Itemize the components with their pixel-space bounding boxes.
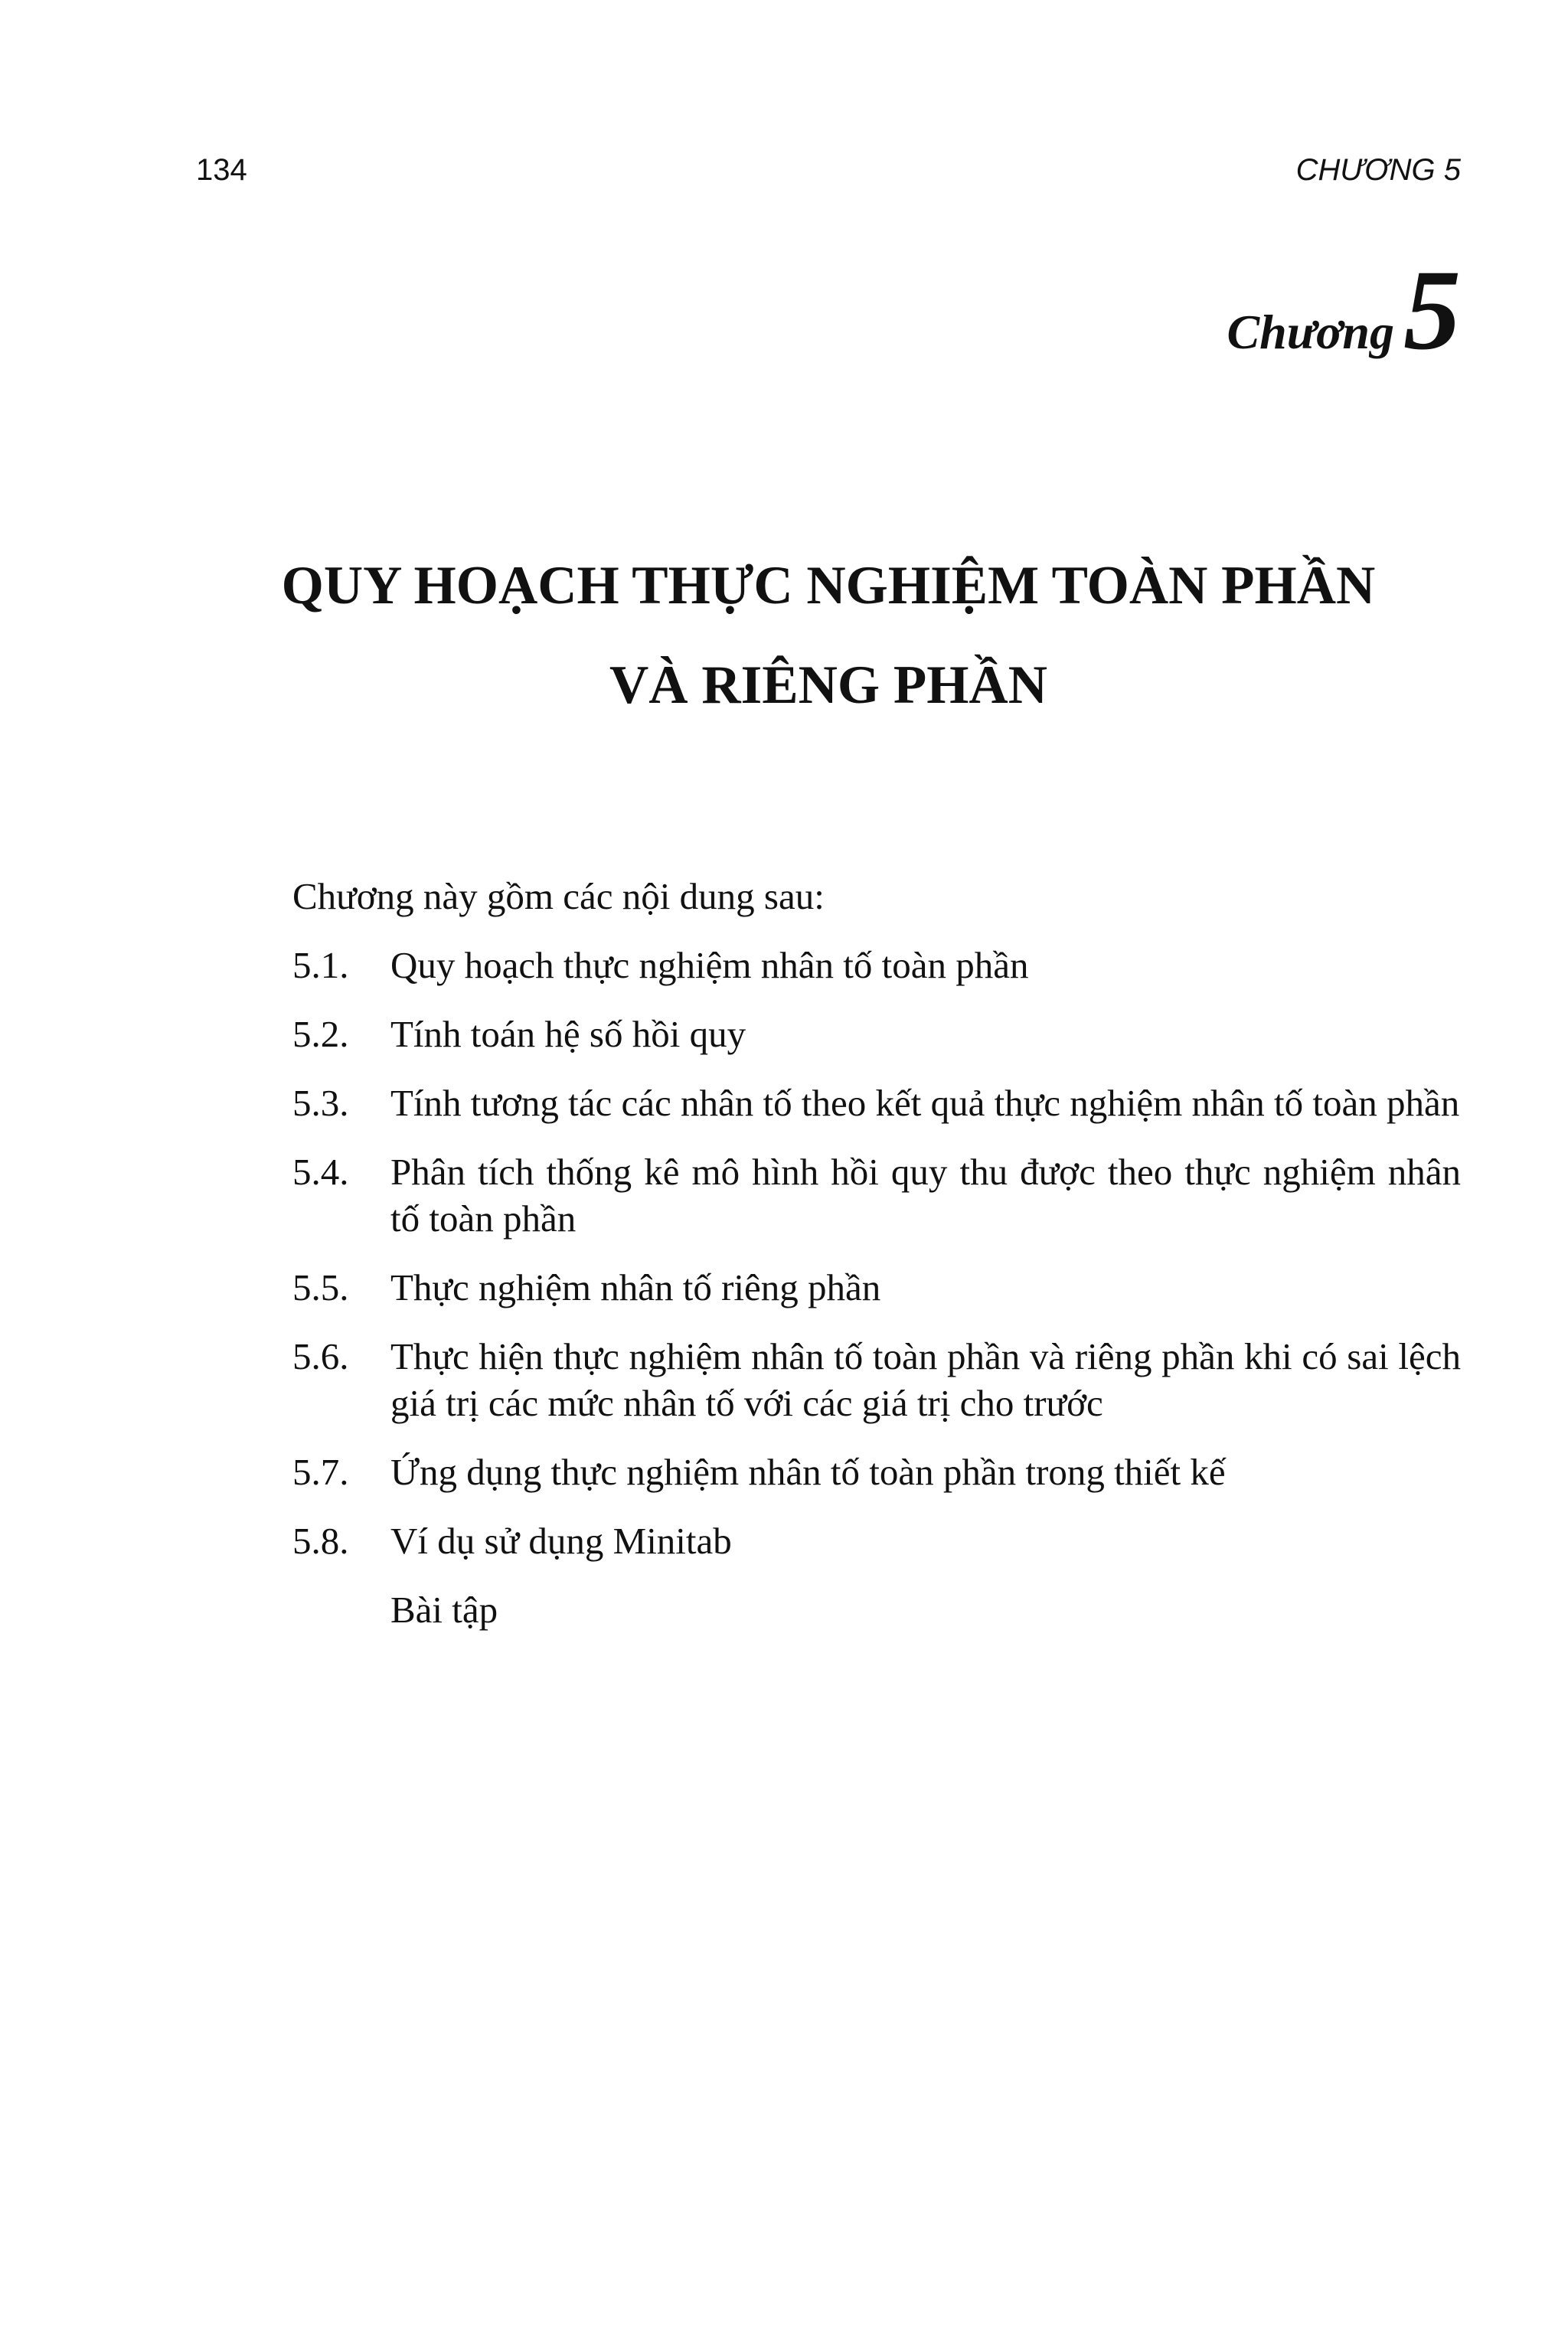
toc-item-text: Quy hoạch thực nghiệm nhân tố toàn phần — [390, 944, 1029, 986]
toc-item-text: Thực nghiệm nhân tố riêng phần — [390, 1266, 881, 1308]
page-number: 134 — [196, 153, 247, 187]
chapter-title-line-1: QUY HOẠCH THỰC NGHIỆM TOÀN PHẦN — [281, 556, 1376, 616]
toc-item-text: Ví dụ sử dụng Minitab — [390, 1520, 732, 1562]
toc-item-number: 5.7. — [292, 1451, 349, 1493]
running-header — [196, 150, 1461, 190]
toc-item-number: 5.8. — [292, 1520, 349, 1562]
toc-exercises-row — [292, 1586, 1461, 1633]
toc-item-text: Tính toán hệ số hồi quy — [390, 1013, 746, 1055]
toc-item-number: 5.3. — [292, 1082, 349, 1124]
chapter-title-line-2: VÀ RIÊNG PHẦN — [609, 655, 1047, 715]
toc-item-number: 5.4. — [292, 1151, 349, 1193]
toc-item — [292, 1080, 1461, 1126]
contents-intro: Chương này gồm các nội dung sau: — [292, 875, 825, 917]
toc-item-text: Tính tương tác các nhân tố theo kết quả thực nghiệm nhân tố toàn phần — [390, 1082, 1460, 1124]
toc-item-text: Phân tích thống kê mô hình hồi quy thu được theo thực nghiệm nhân tố toàn phần — [390, 1151, 1461, 1240]
toc-item — [292, 1333, 1461, 1426]
chapter-contents — [292, 873, 1461, 1633]
chapter-title — [196, 536, 1461, 735]
toc-item — [292, 942, 1461, 988]
toc-item-number: 5.5. — [292, 1266, 349, 1308]
chapter-label — [1227, 247, 1461, 375]
running-title: CHƯƠNG 5 — [1295, 153, 1461, 187]
chapter-word: Chương — [1227, 305, 1394, 359]
toc-item-text: Thực hiện thực nghiệm nhân tố toàn phần và riêng phần khi có sai lệch giá trị các mức nhân tố với các giá trị cho trước — [390, 1335, 1461, 1424]
toc-item — [292, 1517, 1461, 1564]
chapter-number: 5 — [1403, 247, 1461, 374]
toc-item — [292, 1264, 1461, 1311]
toc-exercises: Bài tập — [390, 1589, 498, 1631]
toc-item-number: 5.6. — [292, 1335, 349, 1377]
toc-item-text: Ứng dụng thực nghiệm nhân tố toàn phần trong thiết kế — [390, 1451, 1226, 1493]
toc-item-number: 5.2. — [292, 1013, 349, 1055]
toc-item — [292, 1449, 1461, 1495]
toc-item — [292, 1148, 1461, 1242]
toc-item-number: 5.1. — [292, 944, 349, 986]
toc-item — [292, 1011, 1461, 1057]
toc-exercises-spacer — [292, 1586, 390, 1633]
